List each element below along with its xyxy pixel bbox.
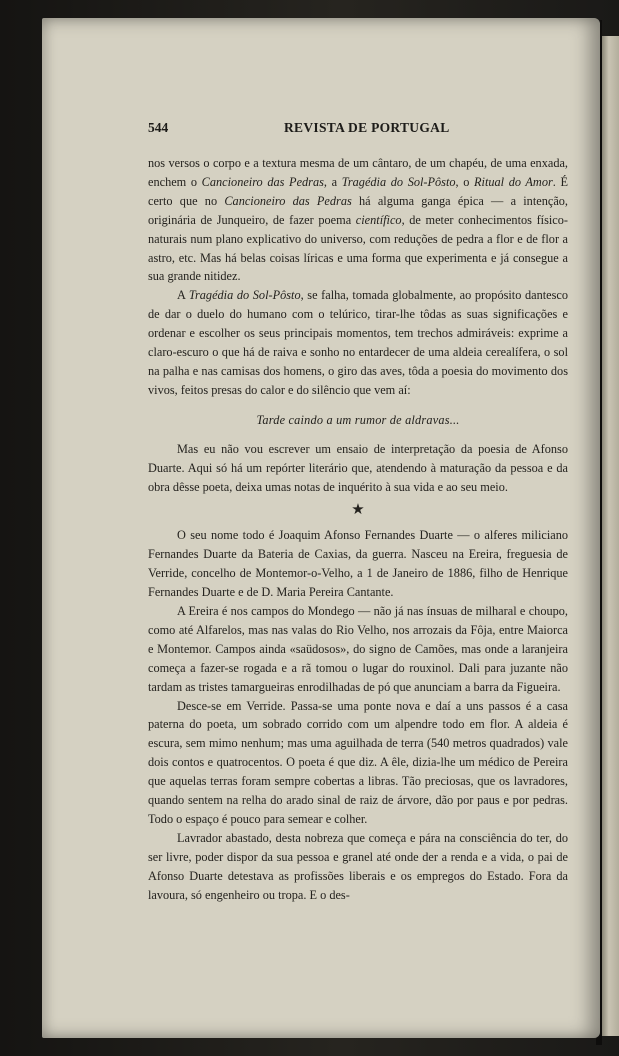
verse-quote: Tarde caindo a um rumor de aldravas... [256, 412, 460, 427]
paragraph-4 [148, 526, 568, 602]
text-run: , o [455, 174, 475, 189]
page-number: 544 [148, 120, 169, 135]
italic-title: Ritual do Amor [474, 174, 553, 189]
paragraph-3 [148, 440, 568, 497]
text-run: Desce-se em Verride. Passa-se uma ponte nova e daí a uns passos é a casa paterna do poeta, um sobrado corrido com um alpendre todo em flor. A aldeia é escura, sem mimo nenhum; mas uma aguilhada de terra (540 metros quadrados) vale dois contos e quatrocentos. O poeta é que diz. A êle, dizia-lhe um médico de Pereira que aquelas terras foram sempre cobertas a libras. Tão preciosas, que os lavradores, quando sentem na relha do arado sinal de raiz de árvore, dão por paus e por pedras. Todo o espaço é pouco para semear e colher. [148, 698, 568, 826]
text-run: Lavrador abastado, desta nobreza que começa e pára na consciência do ter, do ser livre, poder dispor da sua pessoa e granel até onde der a renda e a vida, o pai de Afonso Duarte detestava as profissões liberais e os empregos do Estado. Fora da lavoura, só engenheiro ou tropa. E o des- [148, 830, 568, 902]
text-run: O seu nome todo é Joaquim Afonso Fernandes Duarte — o alferes miliciano Fernandes Duarte da Bateria de Caxias, da guerra. Nasceu na Ereira, freguesia de Verride, concelho de Montemor-o-Velho, a 1 de Janeiro de 1886, filho de Henrique Fernandes Duarte e de D. Maria Pereira Cantante. [148, 528, 568, 600]
text-run: A Ereira é nos campos do Mondego — não já nas ínsuas de milharal e choupo, como até Alfarelos, mas nas valas do Rio Velho, nos arrozais da Fôja, entre Maiorca e Montemor. Campos ainda «saüdosos», do signo de Camões, mas onde a laranjeira começa a fazer-se rogada e a rã tomou o lugar do rouxinol. Dali para juzante não tardam as tristes tamargueiras enrodilhadas de pó que anunciam a barra da Figueira. [148, 604, 568, 694]
paragraph-1 [148, 154, 568, 286]
text-run: , a [323, 174, 342, 189]
italic-title: Tragédia do Sol-Pôsto [188, 288, 301, 303]
text-run: , de meter conhecimentos físico-naturais num plano explicativo do universo, com reduções de pedra a flor e de flor a astro, etc. Mas há belas coisas líricas e uma forma que experimenta e já consegue a sua grande nitidez. [148, 212, 568, 284]
text-run: há alguma ganga épica — a intenção, originária de Junqueiro, de fazer poema [148, 193, 568, 227]
text-run: . É certo que no [148, 174, 568, 208]
paragraph-5 [148, 602, 568, 697]
adjacent-page-edge [602, 36, 619, 1036]
running-title: REVISTA DE PORTUGAL [284, 120, 450, 135]
text-run: Mas eu não vou escrever um ensaio de interpretação da poesia de Afonso Duarte. Aqui só há um repórter literário que, atendendo à maturação da pessoa e da obra dêsse poeta, deixa umas notas de inquérito à sua vida e ao seu meio. [148, 441, 568, 494]
text-run: nos versos o corpo e a textura mesma de um cântaro, de um chapéu, de uma enxada, enchem o [148, 156, 568, 189]
italic-title: científico [355, 212, 402, 227]
italic-title: Cancioneiro das Pedras [224, 193, 352, 208]
text-run: , se falha, tomada globalmente, ao propósito dantesco de dar o duelo do humano com o telúrico, tirar-lhe tôdas as suas significações e ordenar e escolher os seus principais momentos, tem trechos admiráveis: exprime a claro-escuro o que há de raiva e sonho no entardecer de uma aldeia cerealífera, o sol na palha e nas camisas dos homens, o giro das aves, tôda a poesia do movimento dos vivos, feitos presas do calor e do silêncio que vem aí: [148, 288, 568, 397]
text-run: A [177, 288, 189, 303]
paragraph-2 [148, 286, 568, 399]
italic-title: Tragédia do Sol-Pôsto [341, 174, 456, 189]
running-header [148, 120, 568, 138]
section-separator-star: ★ [351, 502, 365, 519]
body-text [148, 154, 568, 905]
paragraph-7 [148, 829, 568, 905]
italic-title: Cancioneiro das Pedras [201, 174, 324, 189]
paragraph-6 [148, 697, 568, 829]
